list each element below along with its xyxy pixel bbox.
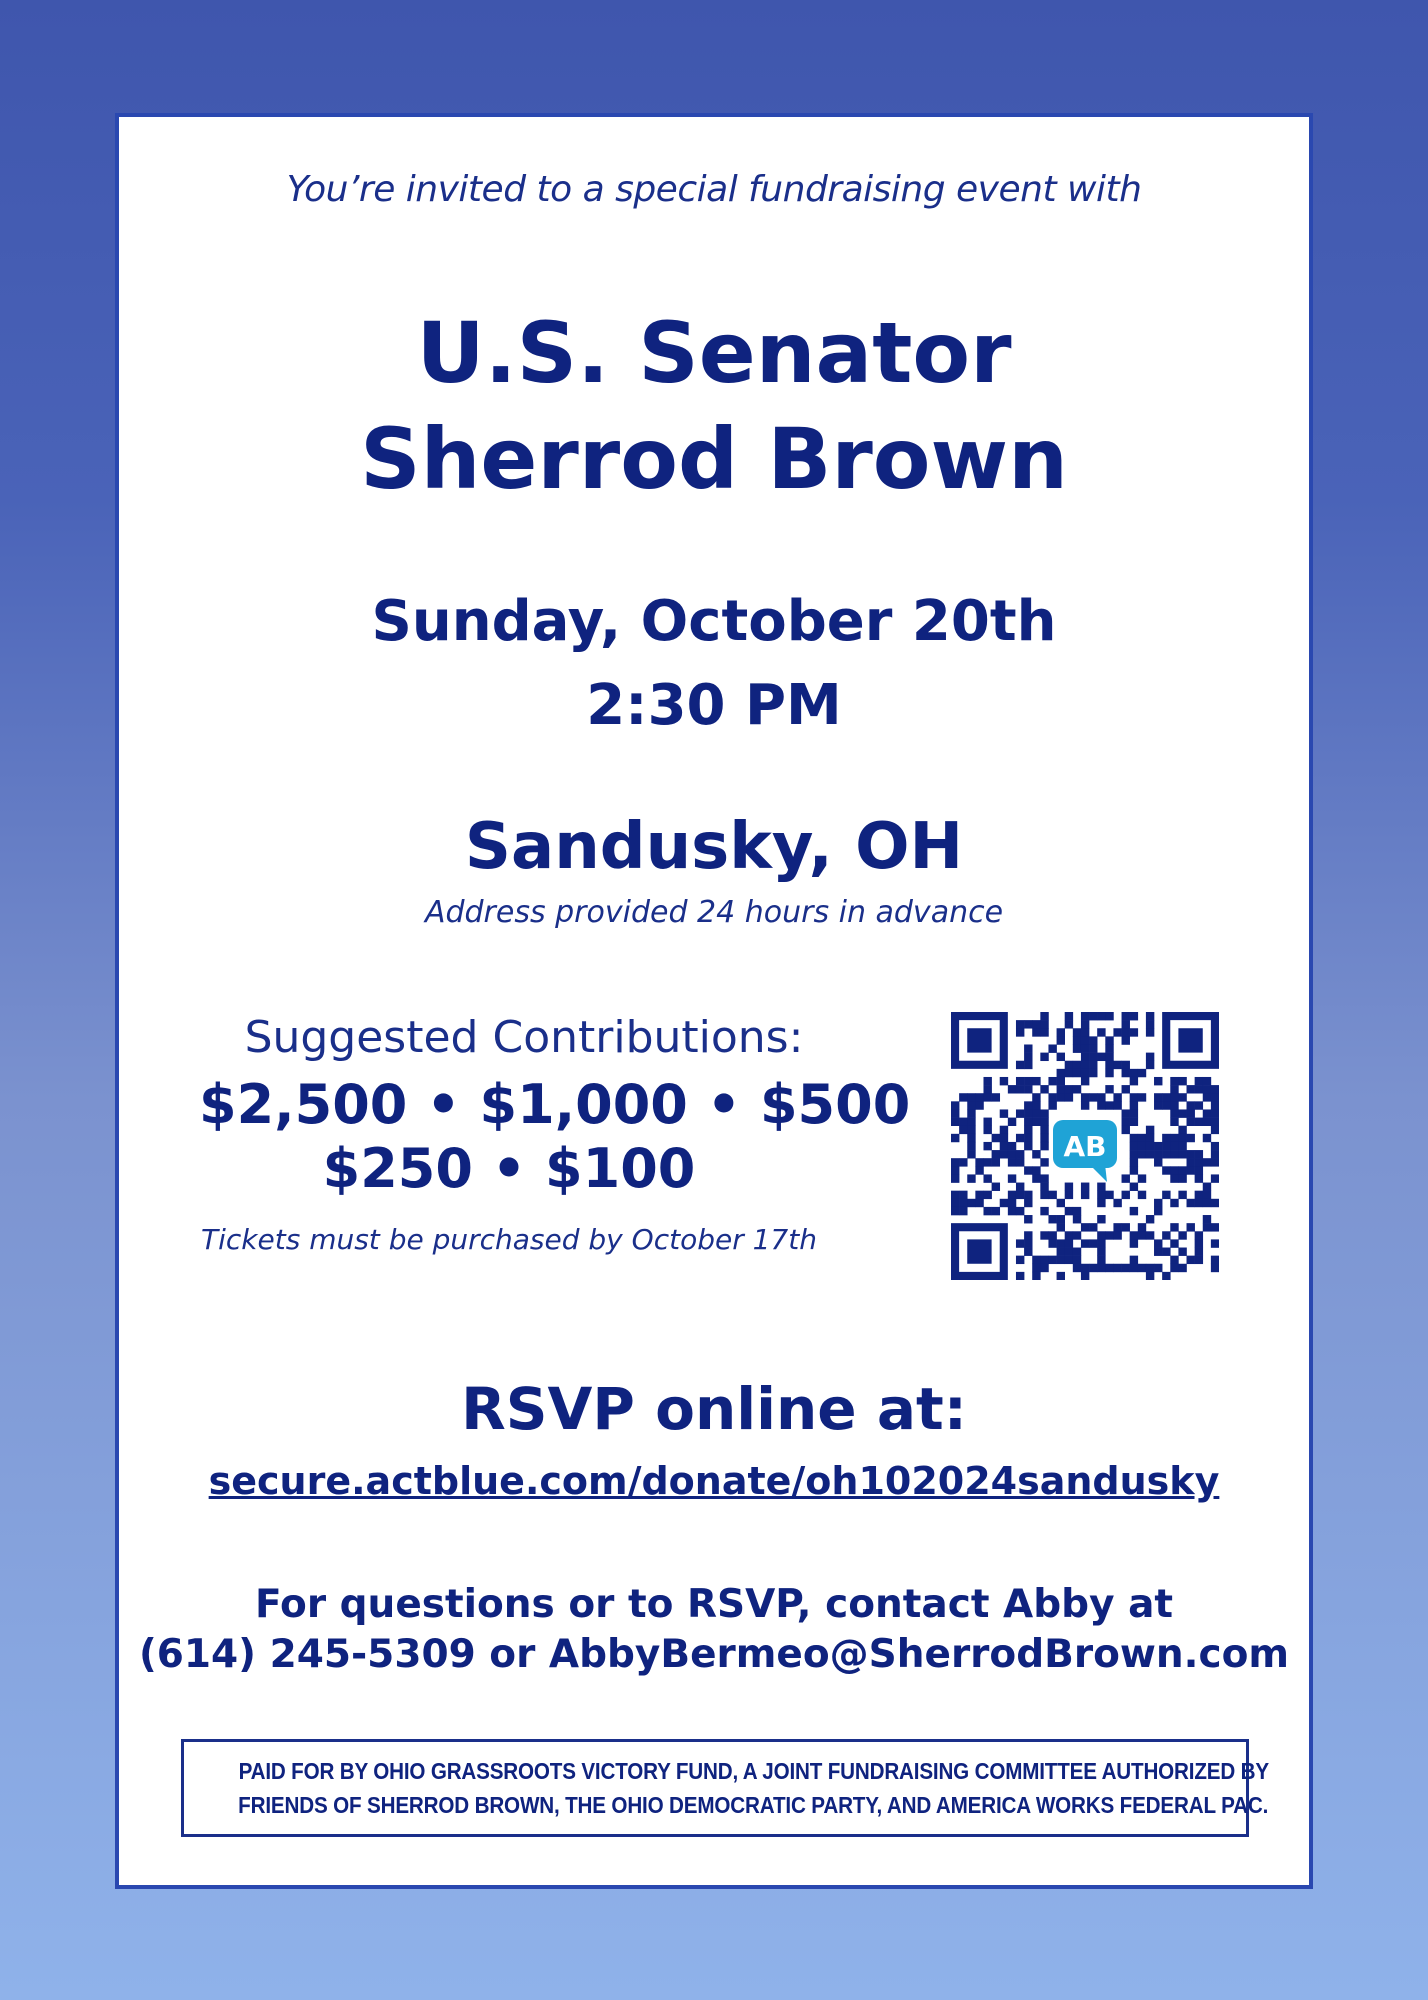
rsvp-heading: RSVP online at: [461, 1375, 967, 1443]
svg-text:AB: AB [1063, 1130, 1107, 1163]
contribution-amounts-line1: $2,500 • $1,000 • $500 [199, 1073, 911, 1136]
disclaimer-line1: PAID FOR BY OHIO GRASSROOTS VICTORY FUND, A JOINT FUNDRAISING COMMITTEE AUTHORIZED BY [238, 1758, 1269, 1784]
disclaimer-line2: FRIENDS OF SHERROD BROWN, THE OHIO DEMOCRATIC PARTY, AND AMERICA WORKS FEDERAL PAC. [238, 1792, 1269, 1818]
contribution-amounts-line2: $250 • $100 [322, 1137, 696, 1200]
event-date: Sunday, October 20th [371, 589, 1057, 654]
headline-line1: U.S. Senator [416, 304, 1012, 402]
actblue-logo-icon [1053, 1120, 1117, 1182]
headline [119, 300, 1309, 512]
contributions-label: Suggested Contributions: [244, 1012, 804, 1063]
event-city: Sandusky, OH [464, 810, 964, 884]
contact-line1: For questions or to RSVP, contact Abby at [254, 1582, 1174, 1627]
address-note: Address provided 24 hours in advance [424, 895, 1004, 930]
event-datetime [119, 580, 1309, 748]
rsvp-link[interactable]: secure.actblue.com/donate/oh102024sandusky [208, 1459, 1220, 1503]
qr-code-graphic [951, 1012, 1219, 1280]
invitation-card [115, 113, 1313, 1889]
contact-info [119, 1580, 1309, 1680]
event-time: 2:30 PM [586, 673, 842, 738]
qr-finder-top-right [1162, 1012, 1219, 1069]
paid-for-disclaimer [181, 1739, 1269, 1837]
contributions-block [199, 1012, 911, 1256]
invite-line: You’re invited to a special fundraising event with [286, 169, 1142, 210]
qr-code[interactable] [951, 1012, 1219, 1280]
qr-finder-top-left [951, 1012, 1008, 1069]
headline-line2: Sherrod Brown [360, 410, 1068, 508]
qr-finder-bottom-left [951, 1223, 1008, 1280]
ticket-deadline: Tickets must be purchased by October 17th [201, 1223, 817, 1256]
contact-line2: (614) 245-5309 or AbbyBermeo@SherrodBrown.com [138, 1632, 1290, 1677]
